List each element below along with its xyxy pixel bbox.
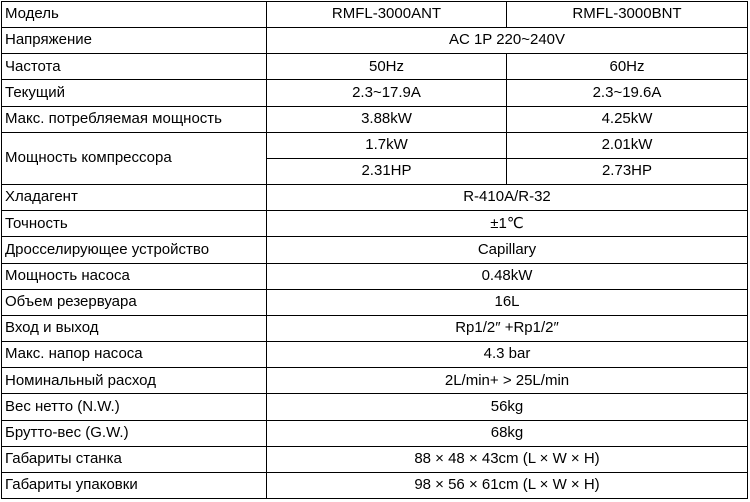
row-label-frequency: Частота	[2, 54, 267, 80]
frequency-b: 60Hz	[507, 54, 748, 80]
row-label-accuracy: Точность	[2, 211, 267, 237]
table-row	[2, 472, 748, 498]
accuracy-value: ±1℃	[267, 211, 748, 237]
table-row	[2, 263, 748, 289]
table-row	[2, 237, 748, 263]
row-label-compressor-power: Мощность компрессора	[2, 132, 267, 184]
tank-volume-value: 16L	[267, 289, 748, 315]
table-row	[2, 289, 748, 315]
table-row	[2, 132, 748, 158]
max-power-b: 4.25kW	[507, 106, 748, 132]
row-label-throttle: Дросселирующее устройство	[2, 237, 267, 263]
table-row	[2, 54, 748, 80]
machine-dims-value: 88 × 48 × 43cm (L × W × H)	[267, 446, 748, 472]
row-label-refrigerant: Хладагент	[2, 185, 267, 211]
package-dims-value: 98 × 56 × 61cm (L × W × H)	[267, 472, 748, 498]
row-label-pump-power: Мощность насоса	[2, 263, 267, 289]
row-label-inlet-outlet: Вход и выход	[2, 315, 267, 341]
compressor-kw-a: 1.7kW	[267, 132, 507, 158]
rated-flow-value: 2L/min+ > 25L/min	[267, 368, 748, 394]
row-label-rated-flow: Номинальный расход	[2, 368, 267, 394]
model-a: RMFL-3000ANT	[267, 2, 507, 28]
inlet-outlet-value: Rp1/2″ +Rp1/2″	[267, 315, 748, 341]
compressor-kw-b: 2.01kW	[507, 132, 748, 158]
row-label-gross-weight: Брутто-вес (G.W.)	[2, 420, 267, 446]
current-a: 2.3~17.9A	[267, 80, 507, 106]
row-label-voltage: Напряжение	[2, 28, 267, 54]
net-weight-value: 56kg	[267, 394, 748, 420]
table-row	[2, 2, 748, 28]
table-row	[2, 28, 748, 54]
pump-power-value: 0.48kW	[267, 263, 748, 289]
refrigerant-value: R-410A/R-32	[267, 185, 748, 211]
row-label-max-power: Макс. потребляемая мощность	[2, 106, 267, 132]
frequency-a: 50Hz	[267, 54, 507, 80]
voltage-value: AC 1P 220~240V	[267, 28, 748, 54]
gross-weight-value: 68kg	[267, 420, 748, 446]
throttle-value: Capillary	[267, 237, 748, 263]
table-row	[2, 368, 748, 394]
row-label-machine-dims: Габариты станка	[2, 446, 267, 472]
table-row	[2, 420, 748, 446]
row-label-model: Модель	[2, 2, 267, 28]
table-row	[2, 315, 748, 341]
table-row	[2, 106, 748, 132]
max-pump-head-value: 4.3 bar	[267, 342, 748, 368]
row-label-net-weight: Вес нетто (N.W.)	[2, 394, 267, 420]
compressor-hp-b: 2.73HP	[507, 158, 748, 184]
table-row	[2, 80, 748, 106]
max-power-a: 3.88kW	[267, 106, 507, 132]
row-label-tank-volume: Объем резервуара	[2, 289, 267, 315]
table-row	[2, 342, 748, 368]
table-row	[2, 446, 748, 472]
compressor-hp-a: 2.31HP	[267, 158, 507, 184]
table-row	[2, 394, 748, 420]
row-label-max-pump-head: Макс. напор насоса	[2, 342, 267, 368]
table-row	[2, 185, 748, 211]
spec-table	[1, 1, 748, 499]
table-row	[2, 211, 748, 237]
current-b: 2.3~19.6A	[507, 80, 748, 106]
row-label-package-dims: Габариты упаковки	[2, 472, 267, 498]
row-label-current: Текущий	[2, 80, 267, 106]
model-b: RMFL-3000BNT	[507, 2, 748, 28]
